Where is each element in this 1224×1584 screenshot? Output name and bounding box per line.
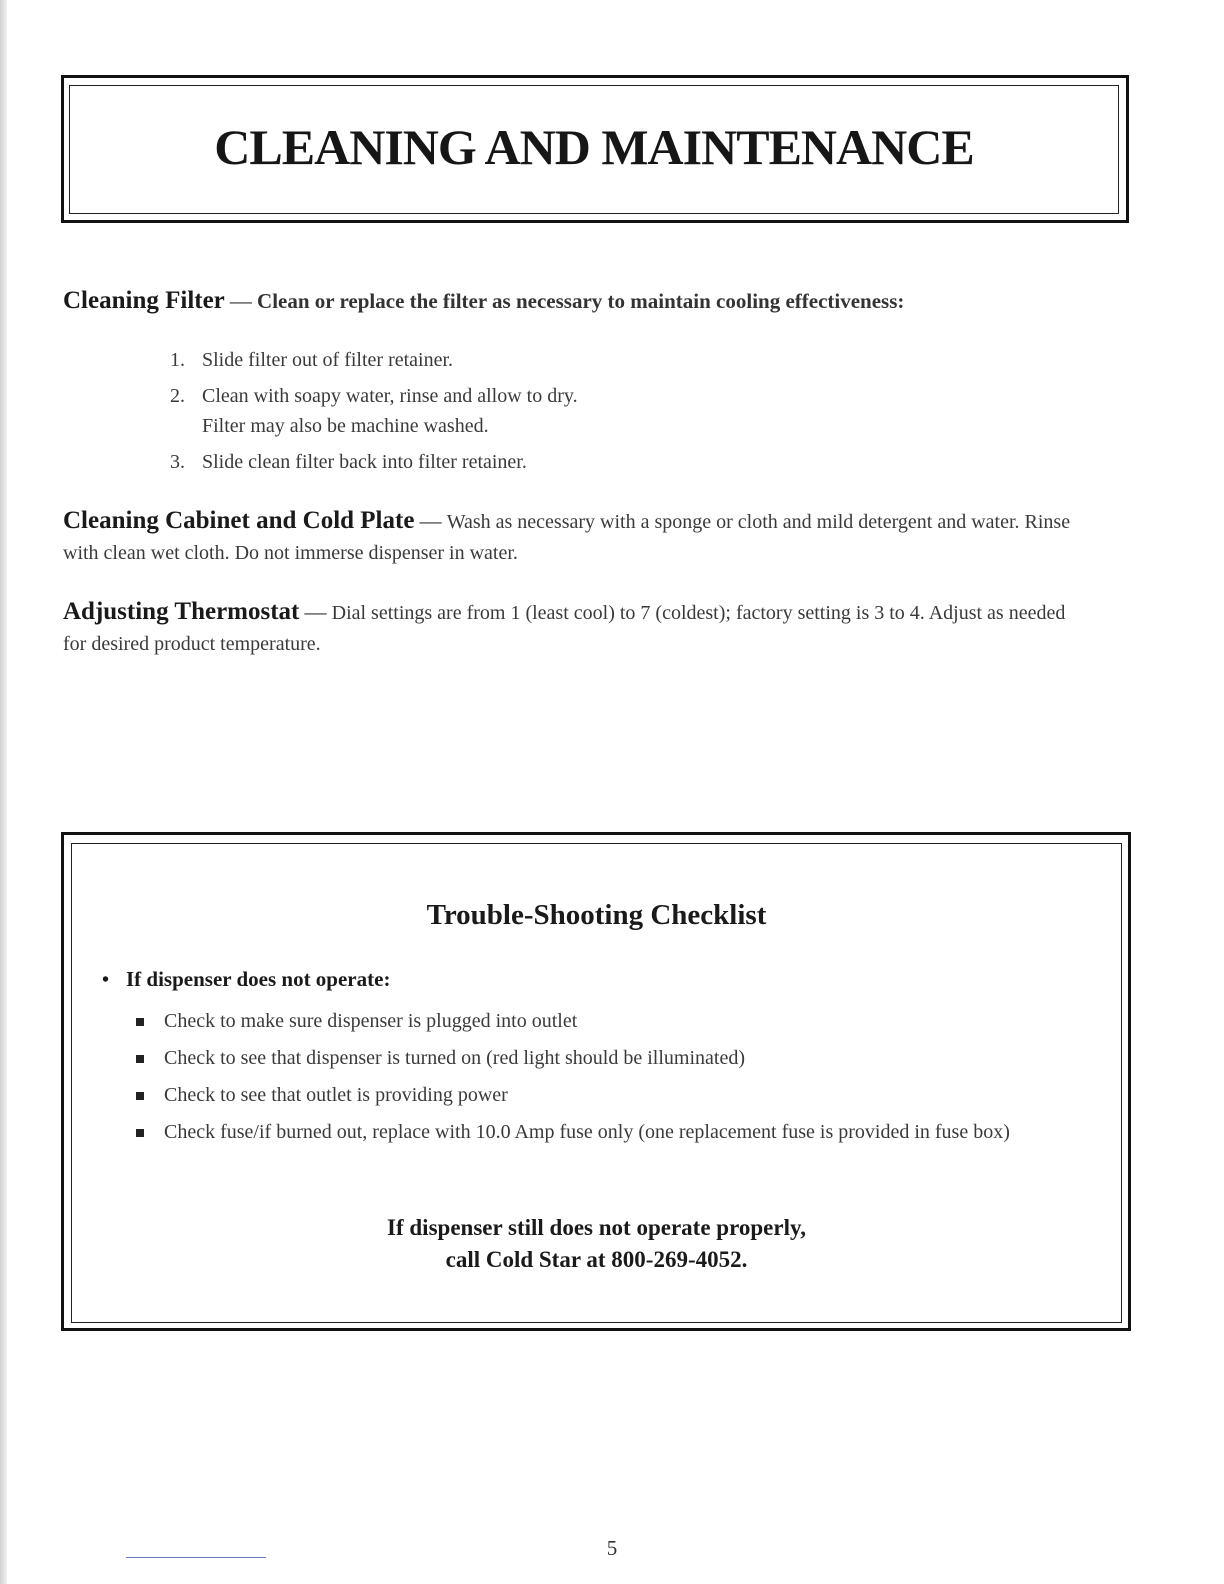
troubleshooting-footer — [72, 1212, 1121, 1276]
footer-rule — [126, 1557, 266, 1558]
page-spine-shadow — [0, 0, 7, 1584]
thermostat-text: Dial settings are from 1 (least cool) to 7 (coldest); factory setting is 3 to 4. Adjust as needed for desired product temperature. — [63, 602, 1066, 655]
troubleshooting-title: Trouble-Shooting Checklist — [426, 899, 767, 931]
title-inner-frame — [69, 85, 1119, 214]
list-item — [128, 1006, 1098, 1037]
step-text: Clean with soapy water, rinse and allow to dry. — [202, 385, 578, 407]
cleaning-filter-section — [63, 285, 1093, 318]
list-item — [170, 447, 870, 477]
cleaning-filter-heading: Cleaning Filter — [63, 287, 225, 314]
page-number: 5 — [606, 1536, 618, 1560]
troubleshooting-condition — [102, 967, 390, 992]
footer-line-2: call Cold Star at 800-269-4052. — [445, 1247, 748, 1272]
em-dash: — — [419, 508, 442, 533]
step-number: 1. — [170, 349, 185, 371]
bullet-icon: • — [102, 969, 110, 991]
cleaning-filter-steps — [170, 345, 870, 483]
cleaning-filter-description: Clean or replace the filter as necessary to maintain cooling effectiveness: — [257, 289, 905, 313]
step-text: Slide clean filter back into filter retainer. — [202, 451, 527, 473]
cleaning-cabinet-heading: Cleaning Cabinet and Cold Plate — [63, 507, 415, 534]
step-number: 3. — [170, 451, 185, 473]
list-item — [128, 1080, 1098, 1111]
check-text: Check fuse/if burned out, replace with 10.0 Amp fuse only (one replacement fuse is provided in fuse box) — [164, 1121, 1010, 1143]
page-title: CLEANING AND MAINTENANCE — [214, 118, 974, 175]
thermostat-heading: Adjusting Thermostat — [63, 598, 300, 625]
em-dash: — — [229, 288, 252, 313]
cleaning-cabinet-text: Wash as necessary with a sponge or cloth and mild detergent and water. Rinse with clean wet cloth. Do not immerse dispenser in water. — [63, 511, 1071, 564]
check-text: Check to make sure dispenser is plugged into outlet — [164, 1010, 578, 1032]
troubleshooting-inner-frame — [71, 843, 1122, 1323]
square-bullet-icon — [136, 1018, 144, 1026]
step-text: Slide filter out of filter retainer. — [202, 349, 454, 371]
list-item — [170, 345, 870, 375]
cleaning-cabinet-section — [63, 505, 1093, 569]
troubleshooting-frame — [61, 832, 1131, 1331]
footer-line-1: If dispenser still does not operate properly, — [387, 1215, 806, 1240]
square-bullet-icon — [136, 1092, 144, 1100]
step-number: 2. — [170, 385, 185, 407]
check-text: Check to see that outlet is providing power — [164, 1084, 508, 1106]
list-item — [170, 381, 870, 441]
square-bullet-icon — [136, 1055, 144, 1063]
thermostat-section — [63, 596, 1093, 660]
list-item — [128, 1043, 1098, 1074]
em-dash: — — [304, 599, 327, 624]
check-text: Check to see that dispenser is turned on (red light should be illuminated) — [164, 1047, 745, 1069]
troubleshooting-checks — [128, 1006, 1098, 1154]
square-bullet-icon — [136, 1129, 144, 1137]
step-continuation: Filter may also be machine washed. — [202, 415, 489, 437]
title-frame — [61, 75, 1129, 223]
list-item — [128, 1117, 1098, 1148]
condition-text: If dispenser does not operate: — [126, 967, 391, 991]
